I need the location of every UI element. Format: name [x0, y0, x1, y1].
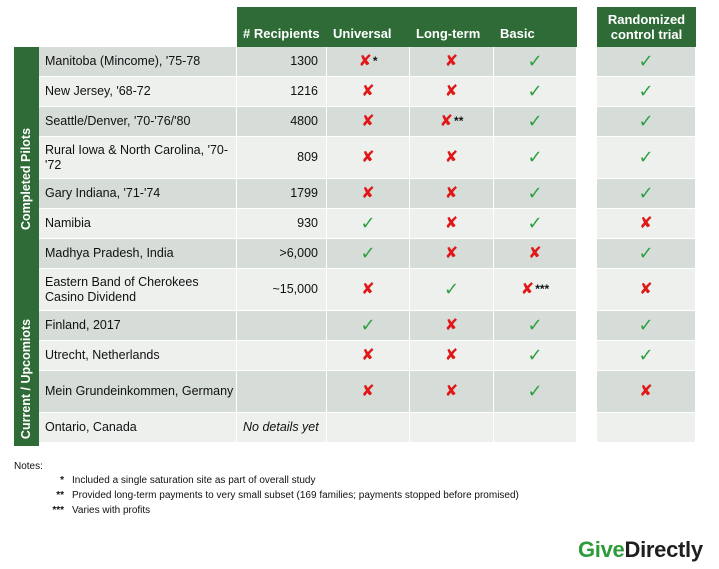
check-icon: ✓: [638, 183, 654, 203]
header-universal: Universal: [327, 7, 410, 47]
x-icon: ✘: [444, 83, 459, 100]
x-icon: ✘: [444, 215, 459, 232]
footnote-mark: ***: [535, 282, 550, 296]
x-icon: ✘: [444, 383, 459, 400]
rct-cell: [597, 137, 695, 178]
universal-cell: [327, 371, 409, 412]
header-basic: Basic: [494, 7, 577, 47]
check-icon: ✓: [638, 243, 654, 263]
givedirectly-logo: [578, 537, 703, 563]
check-icon: ✓: [527, 147, 543, 167]
rct-cell: [597, 341, 695, 370]
notes-list: [32, 475, 532, 520]
long-term-cell: [410, 239, 493, 268]
check-icon: ✓: [360, 315, 376, 335]
x-icon: ✘: [361, 347, 375, 364]
long-term-cell: [410, 311, 493, 340]
recipients-count: 930: [237, 209, 326, 238]
basic-cell: [494, 107, 576, 136]
long-term-cell: [410, 77, 493, 106]
universal-cell: [327, 311, 409, 340]
rct-cell: [597, 269, 695, 310]
universal-cell: [327, 137, 409, 178]
universal-cell: [327, 239, 409, 268]
check-icon: ✓: [527, 213, 543, 233]
note-item: [32, 475, 532, 490]
recipients-count: [237, 311, 326, 340]
rct-cell: [597, 371, 695, 412]
universal-cell: [327, 341, 409, 370]
recipients-count: ~15,000: [237, 269, 326, 310]
check-icon: ✓: [360, 213, 376, 233]
pilot-name: Seattle/Denver, '70-'76/'80: [39, 107, 236, 136]
universal-cell: [327, 77, 409, 106]
pilot-name: Manitoba (Mincome), '75-78: [39, 47, 236, 76]
pilot-name: Madhya Pradesh, India: [39, 239, 236, 268]
recipients-count: [237, 371, 326, 412]
universal-cell: [327, 47, 409, 76]
check-icon: ✓: [527, 51, 543, 71]
note-text: Varies with profits: [72, 505, 151, 516]
x-icon: ✘: [444, 245, 459, 262]
pilot-name: Mein Grundeinkommen, Germany: [39, 371, 236, 412]
x-icon: ✘: [444, 347, 459, 364]
rct-cell: [597, 311, 695, 340]
footnote-mark: *: [372, 54, 378, 68]
check-icon: ✓: [638, 81, 654, 101]
note-item: [32, 490, 532, 505]
check-icon: ✓: [443, 279, 460, 299]
basic-cell: [494, 77, 576, 106]
notes-title: Notes:: [14, 461, 43, 472]
rct-cell: [597, 209, 695, 238]
recipients-count: 4800: [237, 107, 326, 136]
long-term-cell: [410, 371, 493, 412]
pilot-name: Ontario, Canada: [39, 413, 236, 442]
long-term-cell: [410, 179, 493, 208]
x-icon: ✘: [361, 149, 375, 166]
recipients-count: 809: [237, 137, 326, 178]
recipients-count: 1216: [237, 77, 326, 106]
long-term-cell: [410, 137, 493, 178]
x-icon: ✘: [439, 113, 454, 130]
basic-cell: [494, 371, 576, 412]
pilot-name: Utrecht, Netherlands: [39, 341, 236, 370]
note-item: [32, 505, 532, 520]
recipients-count: 1799: [237, 179, 326, 208]
check-icon: ✓: [638, 315, 654, 335]
logo-directly: Directly: [624, 537, 703, 562]
pilot-name: New Jersey, '68-72: [39, 77, 236, 106]
check-icon: ✓: [638, 111, 654, 131]
note-mark: **: [56, 490, 64, 501]
note-text: Provided long-term payments to very small subset (169 families; payments stopped before promised): [72, 490, 519, 501]
x-icon: ✘: [361, 83, 375, 100]
check-icon: ✓: [638, 147, 654, 167]
note-mark: *: [60, 475, 64, 486]
rct-cell: [597, 47, 695, 76]
universal-cell: [327, 413, 409, 442]
basic-cell: [494, 47, 576, 76]
x-icon: ✘: [361, 113, 375, 130]
group-label-completed: [14, 47, 39, 311]
basic-cell: [494, 137, 576, 178]
pilot-name: Eastern Band of Cherokees Casino Dividend: [39, 269, 236, 310]
no-details-note: No details yet: [237, 413, 326, 442]
check-icon: ✓: [638, 51, 654, 71]
basic-cell: [494, 269, 576, 310]
note-text: Included a single saturation site as part of overall study: [72, 475, 316, 486]
group-label-current-text: Current / Upcomiots: [19, 318, 34, 439]
header-recipients: # Recipients: [237, 7, 327, 47]
check-icon: ✓: [527, 81, 543, 101]
note-mark: ***: [52, 505, 64, 516]
recipients-count: [237, 341, 326, 370]
basic-cell: [494, 179, 576, 208]
footnote-mark: **: [454, 114, 464, 128]
x-icon: ✘: [361, 185, 375, 202]
pilot-name: Namibia: [39, 209, 236, 238]
check-icon: ✓: [527, 183, 543, 203]
basic-cell: [494, 311, 576, 340]
recipients-count: >6,000: [237, 239, 326, 268]
long-term-cell: [410, 107, 493, 136]
x-icon: ✘: [444, 149, 459, 166]
x-icon: ✘: [639, 281, 653, 298]
x-icon: ✘: [358, 53, 372, 70]
pilot-name: Rural Iowa & North Carolina, '70-'72: [39, 137, 236, 178]
long-term-cell: [410, 269, 493, 310]
basic-cell: [494, 341, 576, 370]
rct-cell: [597, 107, 695, 136]
universal-cell: [327, 107, 409, 136]
x-icon: ✘: [520, 281, 535, 298]
universal-cell: [327, 269, 409, 310]
x-icon: ✘: [639, 215, 653, 232]
check-icon: ✓: [527, 315, 543, 335]
universal-cell: [327, 179, 409, 208]
pilot-name: Gary Indiana, '71-'74: [39, 179, 236, 208]
basic-cell: [494, 239, 576, 268]
pilot-name: Finland, 2017: [39, 311, 236, 340]
check-icon: ✓: [527, 111, 543, 131]
check-icon: ✓: [527, 381, 543, 401]
x-icon: ✘: [361, 281, 375, 298]
long-term-cell: [410, 413, 493, 442]
logo-give: Give: [578, 537, 625, 562]
long-term-cell: [410, 209, 493, 238]
check-icon: ✓: [360, 243, 376, 263]
x-icon: ✘: [361, 383, 375, 400]
check-icon: ✓: [638, 345, 654, 365]
rct-cell: [597, 77, 695, 106]
header-long-term: Long-term: [410, 7, 494, 47]
rct-cell: [597, 179, 695, 208]
header-rct: Randomized control trial: [597, 7, 696, 47]
basic-cell: [494, 209, 576, 238]
group-label-current: [14, 311, 39, 446]
long-term-cell: [410, 341, 493, 370]
check-icon: ✓: [527, 345, 543, 365]
long-term-cell: [410, 47, 493, 76]
x-icon: ✘: [444, 185, 459, 202]
x-icon: ✘: [444, 317, 459, 334]
x-icon: ✘: [528, 245, 542, 262]
recipients-count: 1300: [237, 47, 326, 76]
x-icon: ✘: [639, 383, 653, 400]
group-label-completed-text: Completed Pilots: [19, 127, 34, 231]
basic-cell: [494, 413, 576, 442]
universal-cell: [327, 209, 409, 238]
rct-cell: [597, 239, 695, 268]
rct-cell: [597, 413, 695, 442]
x-icon: ✘: [444, 53, 459, 70]
